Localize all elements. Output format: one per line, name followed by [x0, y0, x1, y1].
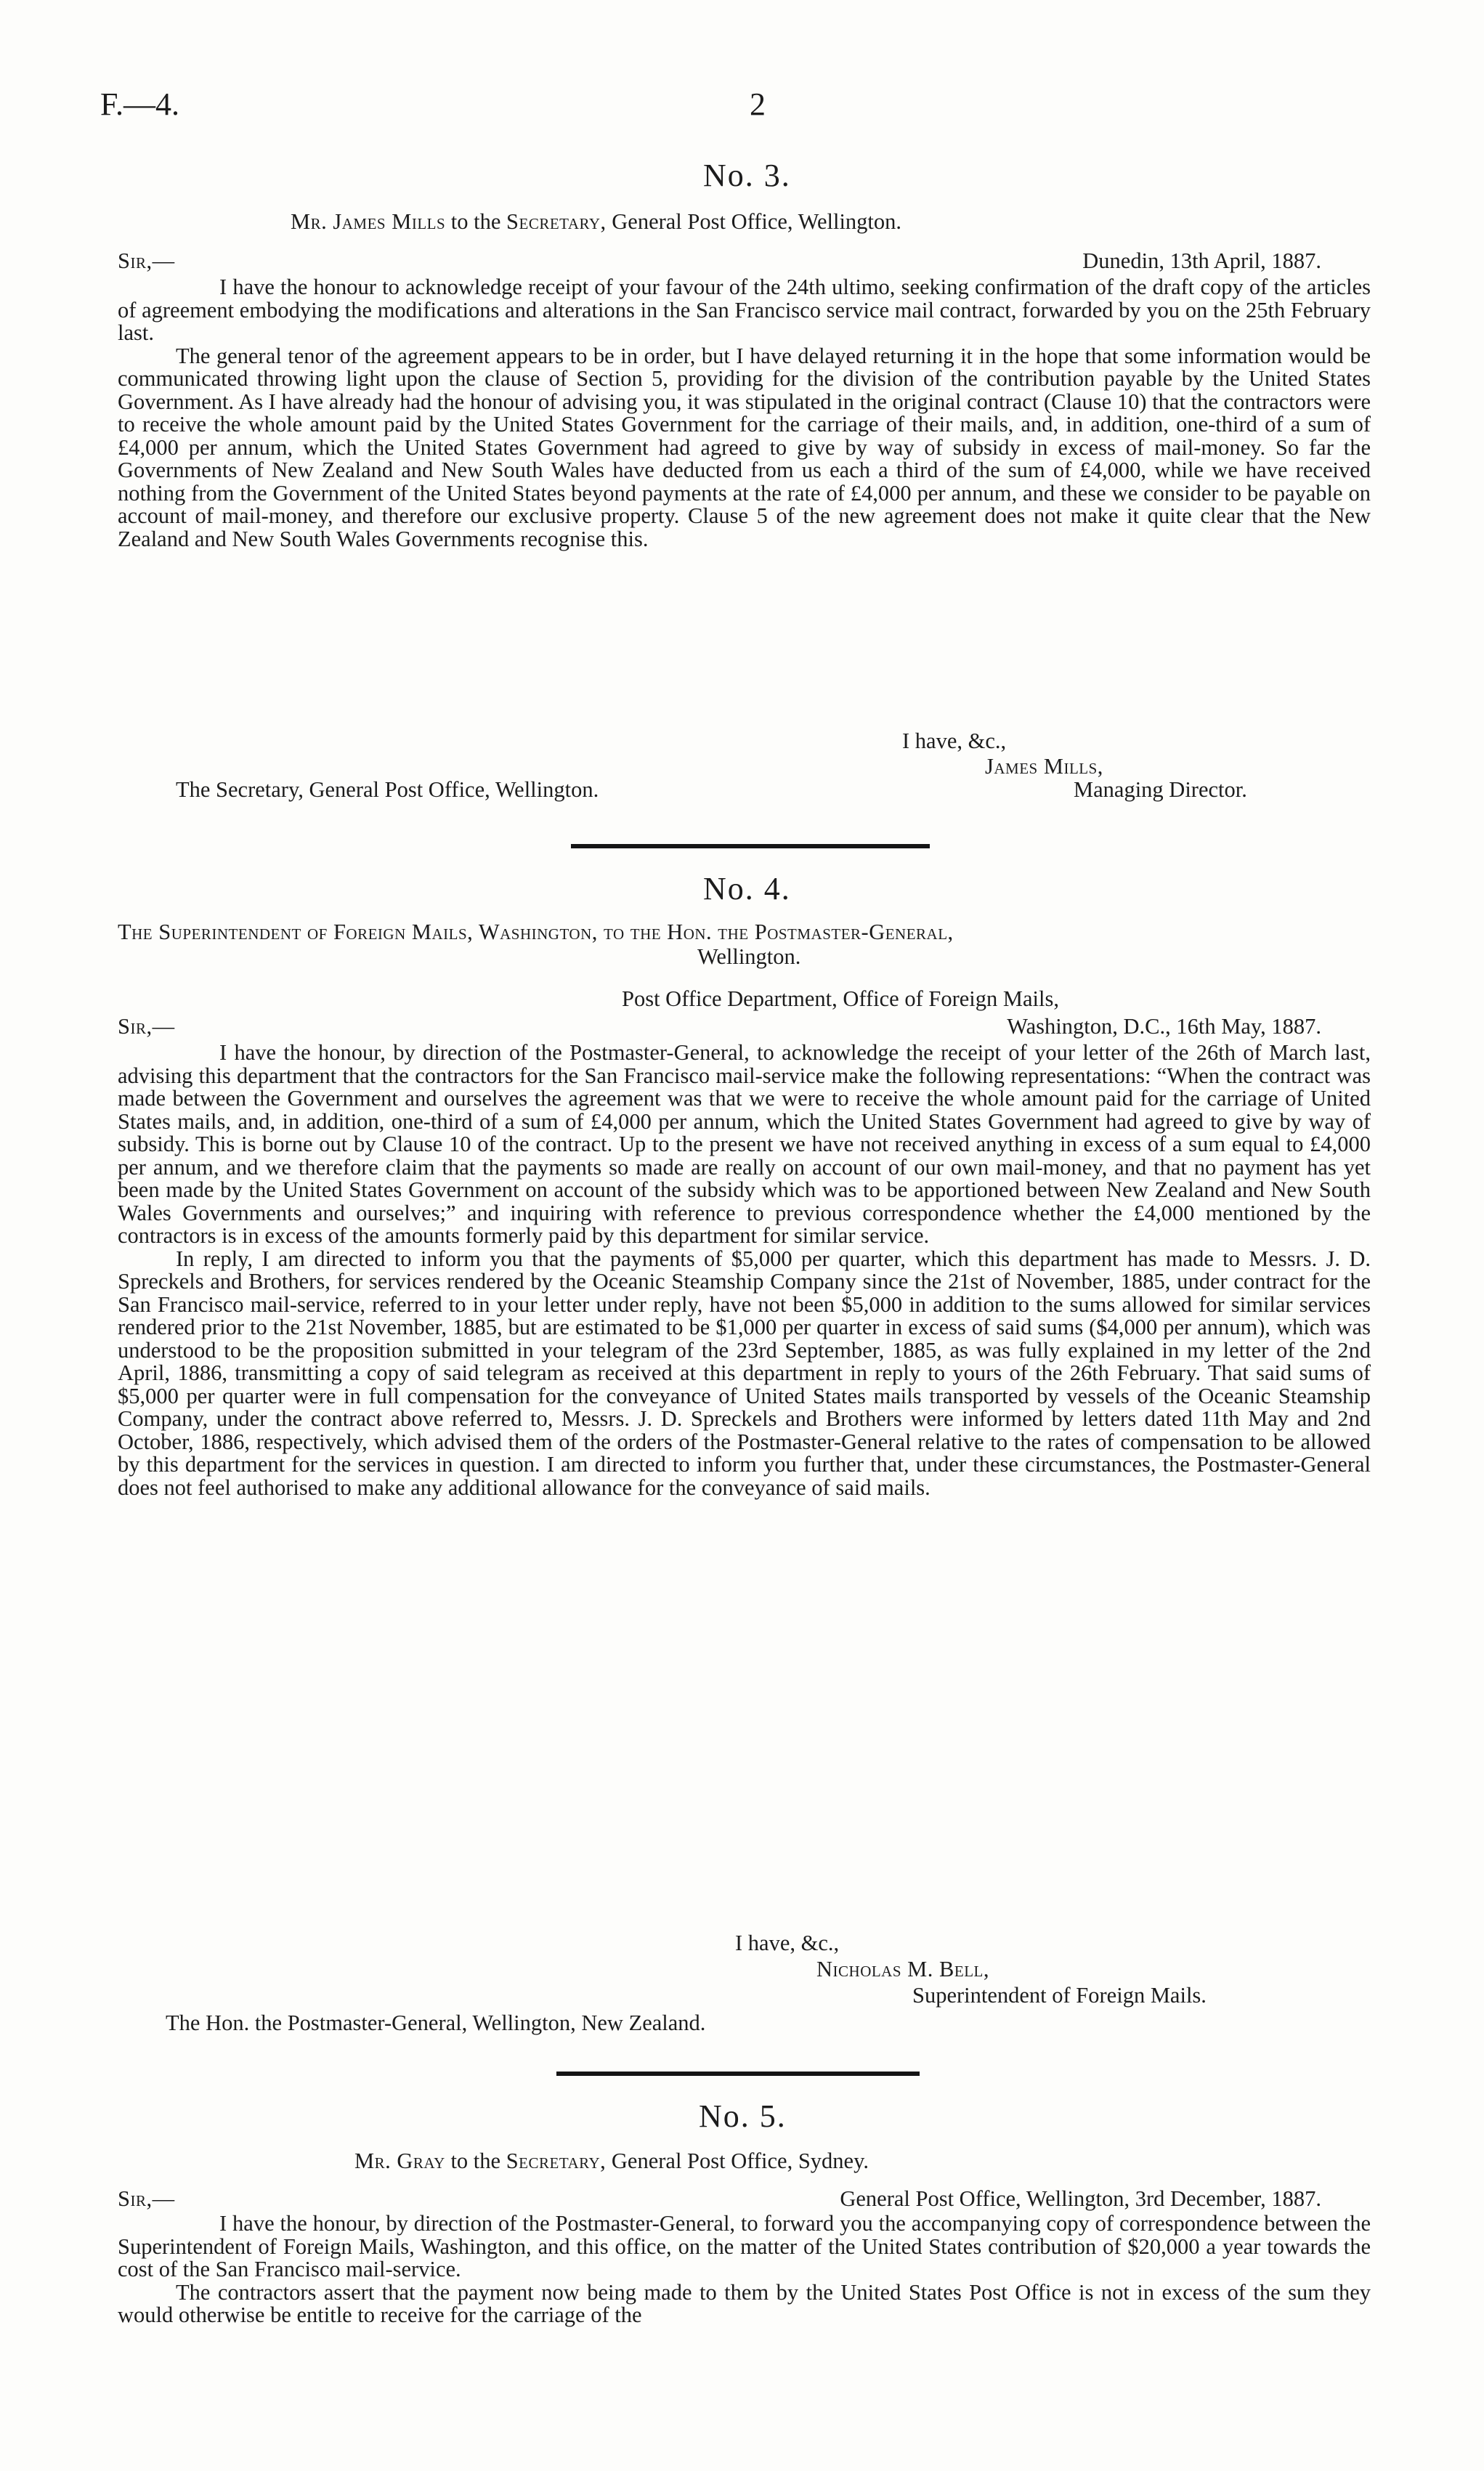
letter5-paragraph: I have the honour, by direction of the Postmaster-General, to forward you the accompanying copy of correspondence between the Superintendent of Foreign Mails, Washington, and this office, on the matter of the United States contribution of $20,000 a year towards the cost of the San Francisco mail-service.	[118, 2211, 1371, 2281]
letter3-address	[291, 211, 901, 234]
letter5-to: to the	[450, 2149, 501, 2173]
letter4-body	[118, 1042, 1371, 1499]
letter5-salutation: Sir,—	[118, 2186, 175, 2211]
letter4-office-line: Post Office Department, Office of Foreign Mails,	[622, 986, 1059, 1011]
letter4-place-date: Washington, D.C., 16th May, 1887.	[1007, 1014, 1321, 1039]
letter4-paragraph: In reply, I am directed to inform you that the payments of $5,000 per quarter, which this department has made to Messrs. J. D. Spreckels and Brothers, for services rendered by the Oceanic Steamship Company since the 21st of November, 1885, under contract for the San Francisco mail-service, referred to in your letter under reply, have not been $5,000 in addition to the sums allowed for similar services rendered prior to the 21st November, 1885, but are estimated to be $1,000 per quarter in excess of said sums ($4,000 per annum), which was understood to be the proposition submitted in your telegram of the 23rd September, 1885, as was fully explained in my letter of the 2nd April, 1886, transmitting a copy of said telegram as received at this department in reply to yours of the 26th February. That said sums of $5,000 per quarter were in full compensation for the conveyance of United States mails transported by vessels of the Oceanic Steamship Company, under the contract above referred to, Messrs. J. D. Spreckels and Brothers were informed by letters dated 11th May and 2nd October, 1886, respectively, which advised them of the orders of the Postmaster-General relative to the rates of compensation to be allowed by this department for the services in question. I am directed to inform you further that, under these circumstances, the Postmaster-General does not feel authorised to make any additional allowance for the conveyance of said mails.	[118, 1246, 1371, 1500]
letter5-place-date: General Post Office, Wellington, 3rd December, 1887.	[840, 2186, 1321, 2211]
letter5-address	[354, 2150, 869, 2173]
section-divider	[571, 844, 930, 848]
letter5-body	[118, 2212, 1371, 2327]
letter3-closing: I have, &c.,	[902, 729, 1007, 753]
letter3-salutation: Sir,—	[118, 248, 175, 273]
letter3-place-date: Dunedin, 13th April, 1887.	[1082, 248, 1321, 273]
letter3-heading: No. 3.	[703, 158, 791, 193]
section-divider	[556, 2072, 920, 2076]
letter3-to: to the	[450, 209, 501, 234]
letter3-title: Managing Director.	[1074, 777, 1247, 802]
letter4-address-line1: The Superintendent of Foreign Mails, Washington, to the Hon. the Postmaster-General,	[118, 920, 954, 944]
letter4-addressee: The Hon. the Postmaster-General, Wellington, New Zealand.	[166, 2011, 706, 2035]
letter4-title: Superintendent of Foreign Mails.	[912, 1983, 1207, 2008]
letter4-paragraph: I have the honour, by direction of the Postmaster-General, to acknowledge the receipt of your letter of the 26th of March last, advising this department that the contractors for the San Francisco mail-service make the following representations: “When the contract was made between the Government and ourselves the agreement was that we were to receive the whole amount paid for the carriage of United States mails, and, in addition, one-third of a sum of £4,000 per annum, which the United States Government had agreed to give by way of subsidy. This is borne out by Clause 10 of the contract. Up to the present we have not received anything in excess of a sum equal to £4,000 per annum, and we therefore claim that the payments so made are really on account of our own mail-money, and that no payment has yet been made by the United States Government on account of the subsidy which was to be apportioned between New Zealand and New South Wales Governments and ourselves;” and inquiring with reference to previous correspondence whether the £4,000 mentioned by the contractors is in excess of the amounts formerly paid by this department for similar service.	[118, 1040, 1371, 1248]
letter3-signature: James Mills,	[985, 754, 1103, 779]
letter5-heading: No. 5.	[699, 2098, 787, 2134]
letter5-paragraph: The contractors assert that the payment now being made to them by the United States Post Office is not in excess of the sum they would otherwise be entitle to receive for the carriage of the	[118, 2279, 1371, 2327]
letter5-secretary: Secretary,	[506, 2149, 607, 2173]
page-reference: F.—4.	[100, 86, 179, 122]
letter5-address-rest: General Post Office, Sydney.	[611, 2149, 869, 2173]
letter3-address-rest: General Post Office, Wellington.	[612, 209, 902, 234]
letter3-secretary: Secretary,	[506, 209, 607, 234]
letter3-sender: Mr. James Mills	[291, 209, 446, 234]
page-number: 2	[750, 86, 766, 122]
letter4-signature: Nicholas M. Bell,	[816, 1957, 989, 1981]
letter4-address-line2: Wellington.	[697, 944, 801, 969]
letter4-salutation: Sir,—	[118, 1014, 175, 1039]
letter4-heading: No. 4.	[703, 871, 791, 906]
letter3-body	[118, 276, 1371, 551]
letter3-paragraph: The general tenor of the agreement appears to be in order, but I have delayed returning it in the hope that some information would be communicated throwing light upon the clause of Section 5, providing for the division of the contribution payable by the United States Government. As I have already had the honour of advising you, it was stipulated in the original contract (Clause 10) that the contractors were to receive the whole amount paid by the United States Government for the carriage of their mails, and, in addition, one-third of a sum of £4,000 per annum, which the United States Government had agreed to give by way of subsidy in excess of mail-money. So far the Governments of New Zealand and New South Wales have deducted from us each a third of the sum of £4,000, while we have received nothing from the Government of the United States beyond payments at the rate of £4,000 per annum, and these we consider to be payable on account of mail-money, and therefore our exclusive property. Clause 5 of the new agreement does not make it quite clear that the New Zealand and New South Wales Governments recognise this.	[118, 343, 1371, 551]
letter3-paragraph: I have the honour to acknowledge receipt of your favour of the 24th ultimo, seeking confirmation of the draft copy of the articles of agreement embodying the modifications and alterations in the San Francisco service mail contract, forwarded by you on the 25th February last.	[118, 275, 1371, 345]
letter3-addressee: The Secretary, General Post Office, Wellington.	[176, 777, 599, 802]
letter4-closing: I have, &c.,	[735, 1931, 840, 1955]
letter5-sender: Mr. Gray	[354, 2149, 445, 2173]
